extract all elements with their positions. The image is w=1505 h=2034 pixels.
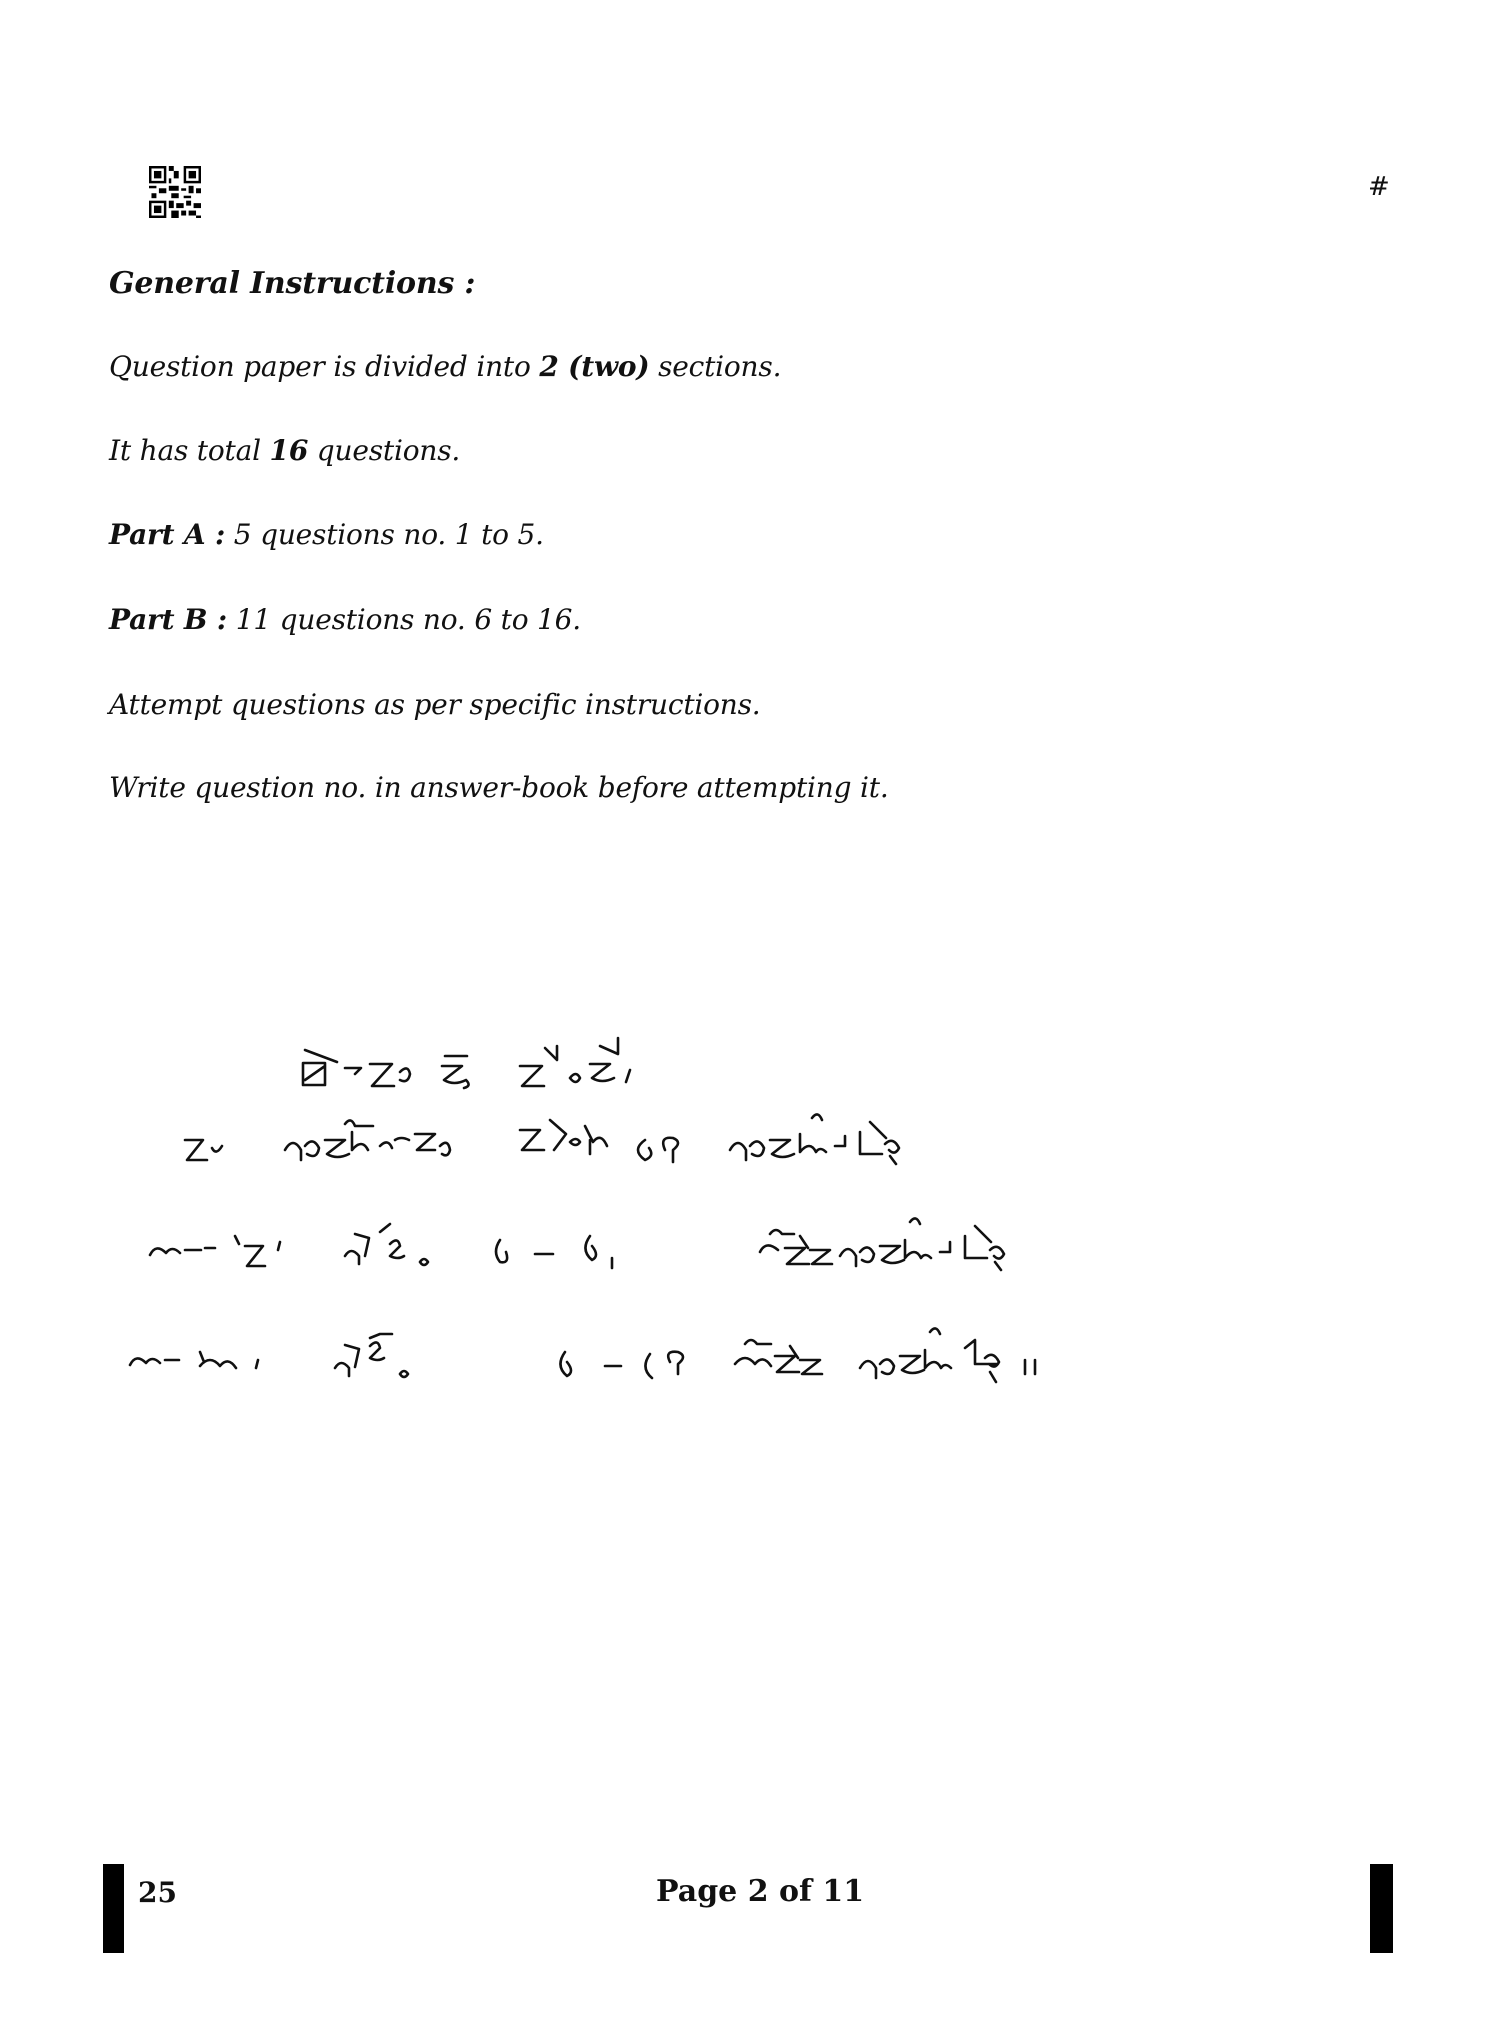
handwritten-line-3	[150, 1218, 1004, 1270]
instructions-title: General Instructions :	[109, 266, 476, 301]
right-margin-bar	[1370, 1864, 1393, 1953]
handwritten-line-1	[303, 1038, 630, 1088]
left-margin-bar	[103, 1864, 124, 1953]
instruction-line: Attempt questions as per specific instructions.	[109, 688, 761, 721]
instruction-line: Write question no. in answer-book before attempting it.	[109, 771, 889, 804]
handwritten-line-2	[185, 1114, 899, 1164]
handwritten-line-4	[130, 1328, 1035, 1382]
paper-code: 25	[138, 1876, 177, 1909]
instruction-line: It has total 16 questions.	[109, 434, 461, 467]
instruction-line: Part B : 11 questions no. 6 to 16.	[109, 603, 581, 636]
instruction-line: Part A : 5 questions no. 1 to 5.	[109, 518, 544, 551]
page-marker: #	[1368, 172, 1390, 202]
page-number: Page 2 of 11	[656, 1874, 865, 1909]
instruction-line: Question paper is divided into 2 (two) sections.	[109, 350, 782, 383]
